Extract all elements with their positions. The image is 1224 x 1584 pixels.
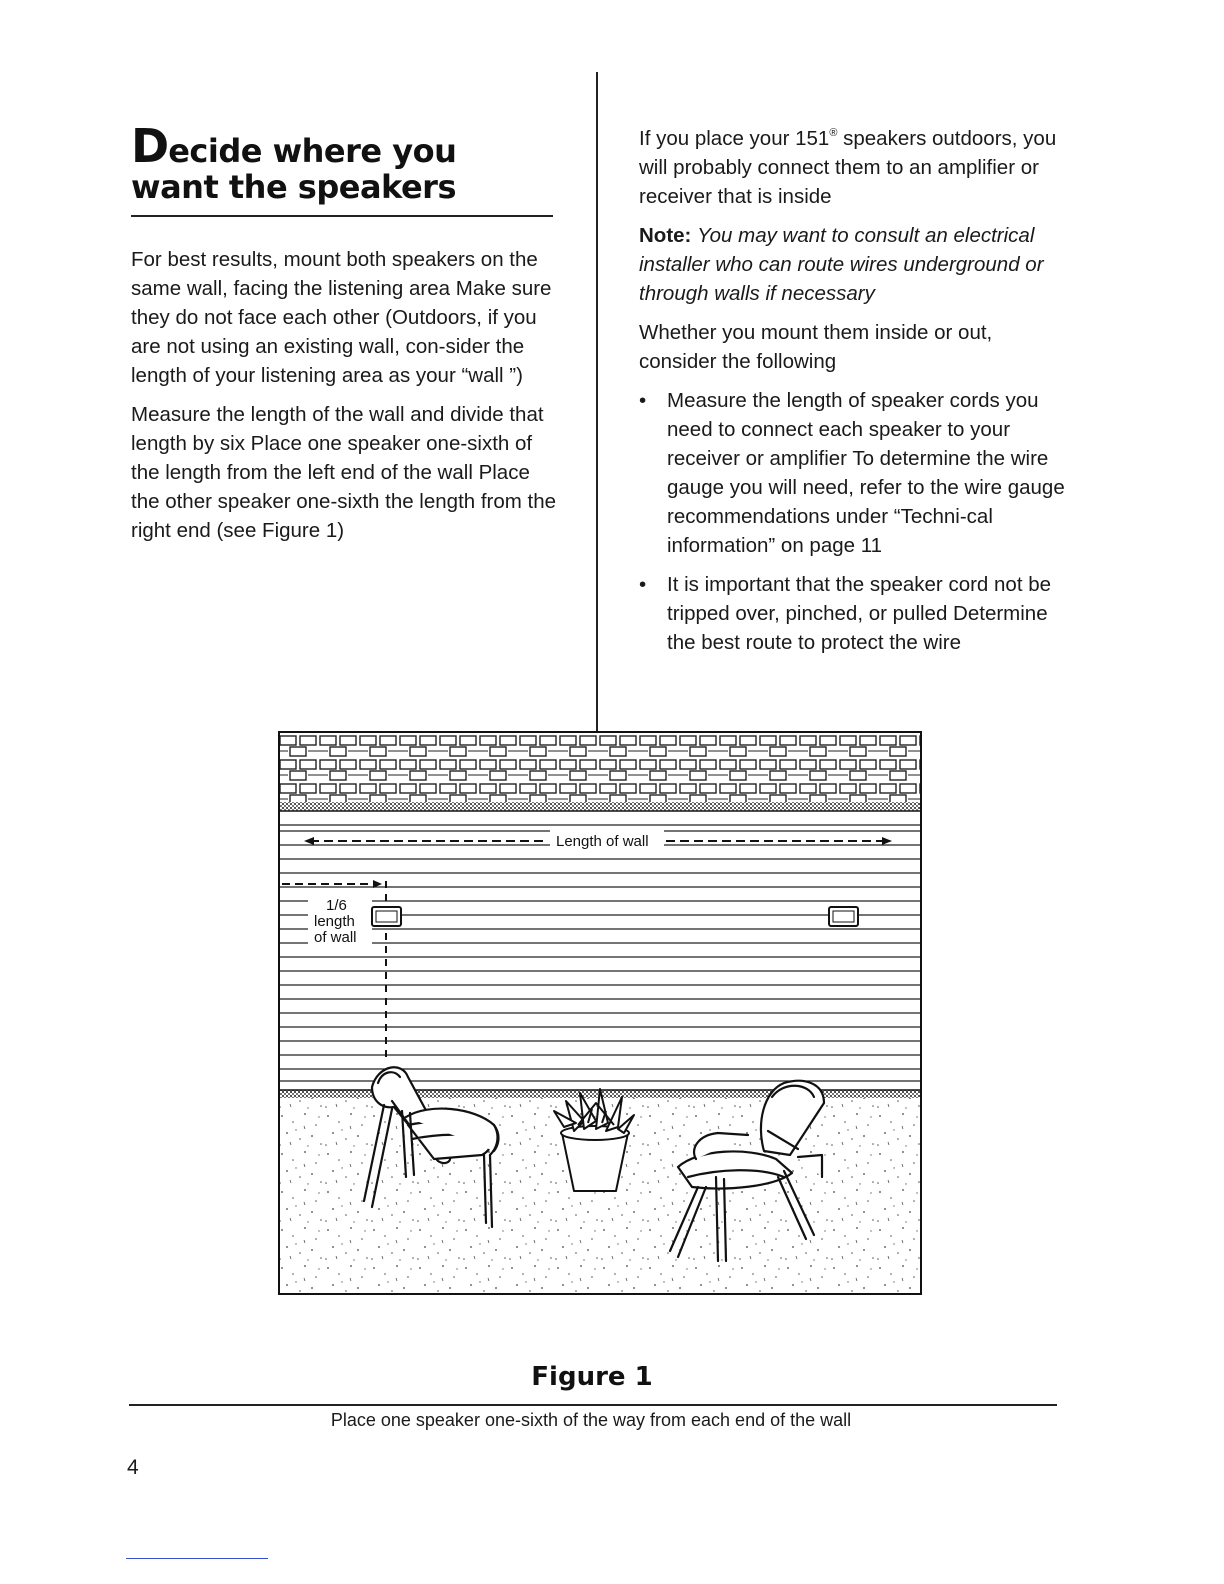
note-label: Note: <box>639 224 692 247</box>
heading-line1: ecide where you <box>168 132 457 170</box>
list-item <box>639 570 1069 657</box>
heading-rule <box>131 215 553 217</box>
bullet-icon: • <box>639 573 647 596</box>
registered-mark: ® <box>829 127 838 139</box>
figure-rule <box>129 1404 1057 1406</box>
heading-dropcap: D <box>131 119 169 173</box>
length-of-wall-label: Length of wall <box>556 833 649 850</box>
intro-post: speakers outdoors, you will probably connect them to an amplifier or receiver that is inside <box>639 127 1057 208</box>
outdoor-intro <box>639 124 1069 211</box>
left-column <box>131 119 557 555</box>
right-column <box>639 124 1069 667</box>
left-paragraph-2: Measure the length of the wall and divide that length by six Place one speaker one-sixth of the length from the left end of the wall Place the other speaker one-sixth the length from the right end (see Figure 1) <box>131 402 557 542</box>
column-divider <box>596 72 598 732</box>
heading-line2: want the speakers <box>131 168 456 206</box>
left-paragraph-1: For best results, mount both speakers on the same wall, facing the listening area Make sure they do not face each other (Outdoors, if you are not using an existing wall, con-sider the length of your listening area as your “wall ”) <box>131 247 552 387</box>
bullet-text: Measure the length of speaker cords you need to connect each speaker to your receiver or amplifier To determine the wire gauge you will need, refer to the wire gauge recommendations under “Techni-cal information” on page 11 <box>667 389 1065 557</box>
consider-list <box>639 386 1069 657</box>
list-item <box>639 386 1069 560</box>
figure-illustration <box>278 731 922 1295</box>
bottom-link-underline <box>126 1558 268 1559</box>
brick-cap <box>280 733 920 802</box>
speaker-icon <box>829 907 858 926</box>
consider-paragraph: Whether you mount them inside or out, consider the following <box>639 321 993 373</box>
note-paragraph <box>639 221 1069 308</box>
note-text: You may want to consult an electrical installer who can route wires underground or through walls if necessary <box>639 224 1044 305</box>
figure-title: Figure 1 <box>531 1362 653 1392</box>
bullet-icon: • <box>639 389 647 412</box>
fraction-label: 1/6 <box>326 897 347 914</box>
fraction-line2: length <box>314 913 355 930</box>
figure-caption: Place one speaker one-sixth of the way from each end of the wall <box>330 1410 852 1430</box>
fraction-line3: of wall <box>314 929 357 946</box>
speaker-icon <box>372 907 401 926</box>
bullet-text: It is important that the speaker cord not be tripped over, pinched, or pulled Determine the best route to protect the wire <box>667 573 1052 654</box>
intro-pre: If you place your 151 <box>639 127 830 150</box>
section-heading <box>131 119 557 206</box>
page-number: 4 <box>127 1456 139 1479</box>
